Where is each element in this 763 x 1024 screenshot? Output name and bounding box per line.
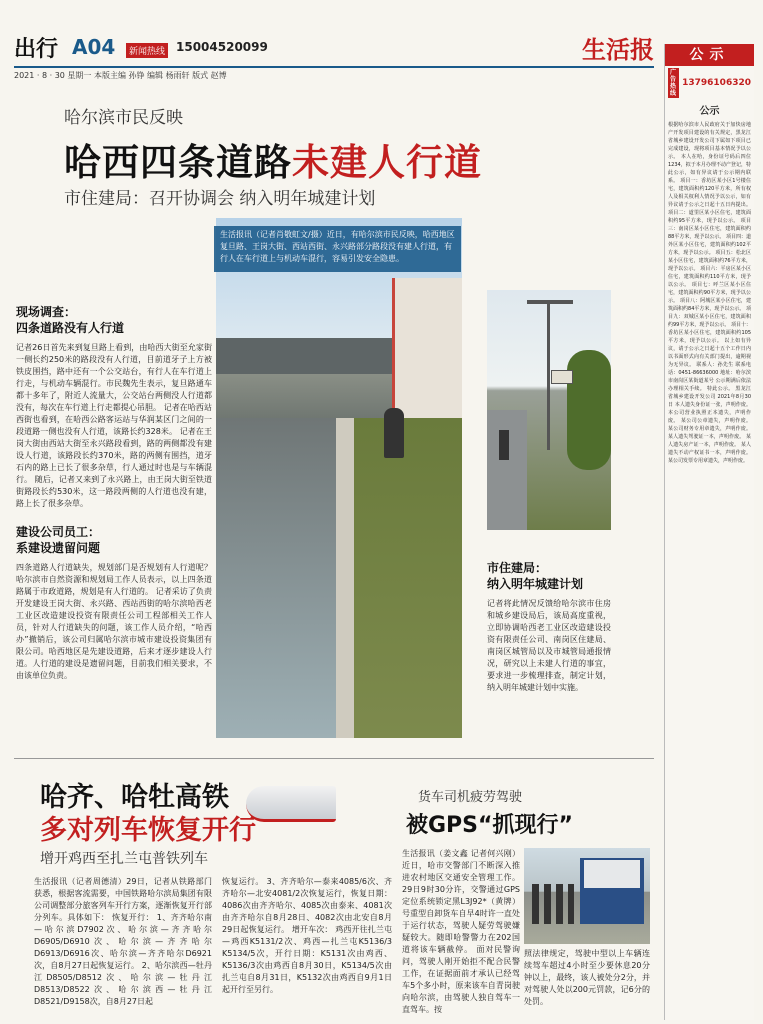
rail-body-col2: 恢复运行。 3、齐齐哈尔—泰来4085/6次、齐齐哈尔—北安4081/2次恢复运行，恢复日期：4086次由齐齐哈尔、4085次由泰来、4081次由齐齐哈尔自8月28日、4082次由北安自8月29日起恢复运行。 增开车次： 鸡西开往扎兰屯—鸡西K5131/2次、鸡西—扎兰屯K5136/3 K5134/5次，开行日期：K5131次由鸡西、K5136/3次由鸡西自8月30日，K5134/5次由扎兰屯自8月31日，K5132次由鸡西自9月1日起开行至另行。 (222, 877, 392, 994)
right-title2: 纳入明年城建计划 (487, 577, 584, 591)
right-title1: 市住建局： (487, 561, 548, 575)
section1-title1: 现场调查： (16, 305, 77, 319)
lead-kicker: 哈尔滨市民反映 (64, 108, 183, 128)
photo-pedestrian (499, 430, 509, 460)
photo-lamp-pole (547, 300, 550, 450)
rail-body-col1: 生活报讯（记者周德清）29日，记者从铁路部门获悉，根据客流需要，中国铁路哈尔滨局集团有限公司调整部分旅客列车开行方案，逐渐恢复开行部分列车。具体如下： 恢复开行： 1、齐齐哈尔南—哈尔滨D7902次、哈尔滨—齐齐哈尔D6905/D6910次、哈尔滨—齐齐哈尔D6913/D6916次、哈尔滨—齐齐哈尔D6921次，自8月27日起恢复运行。 2、哈尔滨西—牡丹江D8505/D8512次、哈尔滨—牡丹江D8513/D8522次、哈尔滨西—牡丹江D8521/D9158次，自8月27日起 (34, 877, 212, 1006)
photo-billboard-wall (392, 278, 462, 428)
section2-body: 四条道路人行道缺失，规划部门是否规划有人行道呢？哈尔滨市自然资源和规划局工作人员表示，以上四条道路属于市政道路，规划是有人行道的。 记者采访了负责开发建设王岗大街、永兴路、西站西街的哈尔滨哈西老工业区改造建设投资有限责任公司工程部相关工作人员，针对人行道缺失的问题，该工作人员介绍，“哈西办”撤销后，该公司归属哈尔滨市城市建设投资集团有限公司。哈西地区是先建设道路，后来才逐步建设人行道。人行道的建设是遗留问题，目前我们相关要求，不由该单位负责。 (16, 563, 212, 680)
photo-lamp-arm (527, 300, 573, 304)
lead-intro-banner: 生活报讯（记者肖敬虹文/摄）近日，有哈尔滨市民反映，哈西地区复旦路、王岗大街、西站西街、永兴路部分路段没有建人行道，有行人在车行道上与机动车混行，容易引发安全隐患。 (214, 226, 461, 272)
gps-body-col2: 照法律规定，驾驶中型以上车辆连续驾车超过4小时至少要休息20分钟以上，最终，该人被处分2分，并对驾驶人处以200元罚款，记6分的处罚。 (524, 949, 650, 1006)
train-illustration (246, 786, 336, 822)
section2 (16, 524, 212, 682)
section1-title2: 四条道路没有人行道 (16, 321, 125, 335)
photo-road (487, 410, 527, 530)
notice-column (664, 44, 754, 1020)
road-photo (216, 218, 462, 738)
section-divider (14, 758, 654, 759)
notice-body: 根据哈尔滨市人民政府关于加快房地产开发项目建设的有关规定，黑龙江省城乡建设开发公司下属如下项目已完成建设，现将项目基本情况予以公示。 本人在哈，身份证号码后四位1234，拟于本月办理不动产登记，特此公示，如有异议请于公示期内联系。 项目一：香坊区某小区1号楼住宅，建筑面积约120平方米，所有权人及相关权利人情况予以公示，如有异议请于公示之日起十五日内提出。 项目二：道里区某小区住宅，建筑面积约95平方米，现予以公示。 项目三：南岗区某小区住宅，建筑面积约88平方米，现予以公示。 项目四：道外区某小区住宅，建筑面积约102平方米，现予以公示。 项目五：松北区某小区住宅，建筑面积约76平方米，现予以公示。 项目六：平房区某小区住宅，建筑面积约110平方米，现予以公示。 项目七：呼兰区某小区住宅，建筑面积约90平方米，现予以公示。 项目八：阿城区某小区住宅，建筑面积约84平方米，现予以公示。 项目九：双城区某小区住宅，建筑面积约99平方米，现予以公示。 项目十：香坊区某小区住宅，建筑面积约105平方米，现予以公示。 以上如有异议，请于公示之日起十五个工作日内以书面形式向有关部门提出，逾期视为无异议。 联系人：孙先生 联系电话：0451-86636000 地址：哈尔滨市南岗区某街道某号 公示期满后依法办理相关手续。 特此公示。 黑龙江省城乡建设开发公司 2021年8月30日 本人遗失身份证一张，声明作废。 本公司营业执照正本遗失，声明作废。 某公司公章遗失，声明作废。 某公司财务专用章遗失，声明作废。 某人遗失驾驶证一本，声明作废。 某人遗失房产证一本，声明作废。 某人遗失不动产权证书一本，声明作废。 某公司发票专用章遗失，声明作废。 (668, 122, 751, 464)
rail-subhead: 增开鸡西至扎兰屯普铁列车 (40, 851, 208, 867)
notice-subtitle: 公示 (699, 106, 720, 117)
masthead (14, 30, 654, 66)
rail-title-line2: 多对列车恢复开行 (40, 815, 256, 846)
newspaper-brand: 生活报 (582, 35, 654, 64)
photo-road (216, 418, 336, 738)
left-column (16, 304, 212, 682)
photo-pedestrian (384, 408, 404, 458)
lead-subhead: 市住建局：召开协调会 纳入明年城建计划 (64, 189, 376, 209)
photo-truck-cab (584, 860, 640, 888)
photo-curb (336, 418, 354, 738)
photo-officers (532, 884, 574, 924)
hotline-tag: 新闻热线 (126, 43, 168, 58)
lead-headline (64, 132, 482, 186)
section2-title2: 系建设遗留问题 (16, 541, 101, 555)
photo-trees (567, 350, 611, 470)
gps-title: 被GPS“抓现行” (406, 813, 573, 838)
lead-headline-part2: 未建人行道 (292, 141, 482, 184)
ad-hotline-number: 13796106320 (682, 78, 751, 88)
page-number: A04 (72, 35, 116, 59)
right-body: 记者将此情况反馈给哈尔滨市住房和城乡建设局后，该局高度重视，立即协调哈西老工业区改造建设投资有限责任公司、南岗区住建局、南岗区城管局以及市城管局通报情况，研究以上未建人行道的事宜，要求进一步梳理排查，制定计划，纳入明年城建计划中实施。 (487, 599, 611, 692)
ad-hotline-tag: 广告热线 (668, 68, 679, 98)
gps-body-col1: 生活报讯（姜文鑫 记者何兴刚）近日，哈市交警部门不断深入推进农村地区交通安全管理工作。 29日9时30分许，交警通过GPS定位系统锁定黑L3J92*（黄牌）号重型自卸货车自早4时许一直处于运行状态，驾驶人疑劳驾驶嫌疑较大。随即哈警警力在202国道将该车辆截停。 面对民警询问，驾驶人刚开始拒不配合民警工作，在证据面前才承认已经驾车5个多小时，原来该车自青岗驶向哈尔滨，由驾驶人独自驾车一直驾车。按 (402, 849, 520, 1014)
gps-kicker: 货车司机疲劳驾驶 (418, 790, 523, 805)
roadside-photo (487, 290, 611, 530)
truck-photo (524, 848, 650, 944)
photo-grass-strip (354, 418, 462, 738)
hotline-number: 15004520099 (176, 40, 268, 54)
notice-ad-hotline (665, 66, 754, 100)
lead-headline-part1: 哈西四条道路 (64, 141, 292, 184)
section2-title1: 建设公司员工： (16, 525, 101, 539)
dateline: 2021 · 8 · 30 星期一 本版主编 孙铮 编辑 杨雨轩 版式 赵博 (14, 66, 654, 81)
section1-body: 记者26日首先来到复旦路上看到，由哈西大街至允家街一侧长约250米的路段没有人行道，目前道牙子上方被铁皮围挡，路中还有一个公交站台，有行人在车行道上行走，与机动车辆混行。市民魏先生表示，复旦路通车都十多年了，附近人流量大，公交站台两侧没人行道都没有，每次在车行道上行走都提心吊胆。 记者在哈西站西街也看到，在哈西公路客运站与华润某区门之间的一段道路一侧也没有人行道，该路长约328米。 记者在王岗大街由西站大街至永兴路段看到，路的两侧都没有建设人行道，该路段长约370米，路的两侧有围挡，道牙石内的路上已长了很多杂草，行人通过时也是与车辆混行。 随后，记者又来到了永兴路上，由王岗大街至铁道街路段长约530米，这一路段两侧的人行道也没有建，路上长了很多杂草。 (16, 343, 212, 508)
right-column (487, 560, 611, 694)
notice-header: 公示 (665, 44, 754, 66)
section-name: 出行 (14, 37, 59, 62)
rail-title-line1: 哈齐、哈牡高铁 (40, 782, 229, 813)
photo-sign (551, 370, 573, 384)
